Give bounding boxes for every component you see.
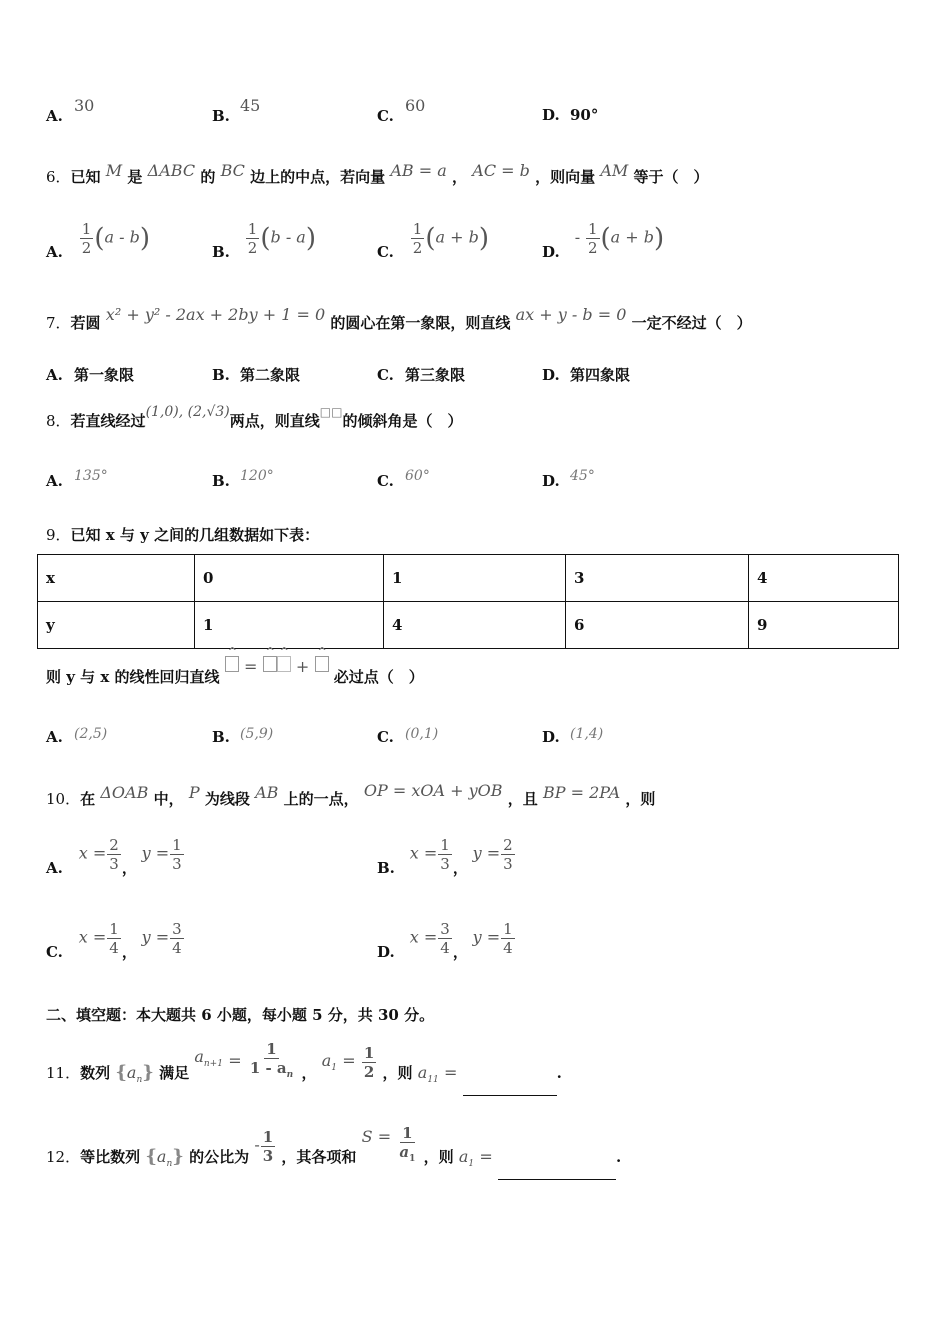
y-hat <box>225 656 239 672</box>
text: 等比数列 <box>80 1148 141 1166</box>
option-label: C. <box>377 728 394 746</box>
q5-option-c[interactable] <box>377 96 426 125</box>
option-label: B. <box>212 107 230 125</box>
denominator: 2 <box>587 239 598 257</box>
table-cell: 9 <box>749 602 899 649</box>
option-label: C. <box>377 242 394 261</box>
q8-option-b[interactable] <box>212 468 274 490</box>
equals: = <box>479 1147 493 1166</box>
table-cell: x <box>38 555 195 602</box>
numerator: 3 <box>440 920 450 938</box>
sequence-an: $\{a_n\}$ <box>145 1146 184 1169</box>
option-label: A. <box>46 472 63 490</box>
math: P <box>188 783 200 802</box>
text: ，其各项和 <box>281 1148 357 1166</box>
equals: = <box>244 657 258 676</box>
option-value: 120° <box>240 468 274 484</box>
plus: + <box>295 657 310 676</box>
q10-stem <box>46 781 656 809</box>
math: ΔOAB <box>100 783 149 802</box>
q10-option-c[interactable] <box>46 920 185 961</box>
question-number: 9． <box>46 526 71 544</box>
text: ， <box>452 168 468 186</box>
fraction <box>362 1044 376 1081</box>
text: 中， <box>153 790 184 808</box>
fraction <box>411 220 425 257</box>
math: a <box>458 1147 469 1166</box>
question-number: 7． <box>46 314 71 332</box>
table-row <box>38 602 899 649</box>
option-value: 90° <box>570 106 599 124</box>
text: 为线段 <box>204 790 250 808</box>
denominator: 3 <box>503 855 513 873</box>
text: 的圆心在第一象限，则直线 <box>330 314 511 332</box>
option-value: 60 <box>405 96 426 115</box>
numerator: 1 <box>266 1040 277 1058</box>
option-value: (5,9) <box>240 726 274 742</box>
table-cell: 4 <box>384 602 566 649</box>
denominator: 3 <box>262 1146 274 1165</box>
q9-option-c[interactable] <box>377 728 438 746</box>
q9-option-a[interactable] <box>46 728 107 746</box>
denominator: 4 <box>503 939 513 957</box>
x-equals: x = <box>78 927 107 947</box>
equals: = <box>444 1063 458 1082</box>
denominator <box>248 1059 295 1084</box>
numerator: 1 <box>81 220 92 238</box>
minus-sign: - <box>254 1135 260 1154</box>
text: 数列 <box>80 1064 111 1082</box>
math: M <box>105 161 123 180</box>
table-cell: 1 <box>384 555 566 602</box>
fraction <box>107 836 121 873</box>
comma: ， <box>121 858 137 877</box>
math: AM <box>600 161 629 180</box>
q7-option-a[interactable] <box>46 364 134 385</box>
q10-option-b[interactable] <box>377 836 516 877</box>
q9-option-b[interactable] <box>212 728 273 746</box>
math: OP = xOA + yOB <box>363 781 503 800</box>
text: 的 <box>200 168 216 186</box>
table-cell: 4 <box>749 555 899 602</box>
denominator: 3 <box>172 855 182 873</box>
equals: = <box>342 1051 356 1070</box>
option-label: D. <box>377 942 395 961</box>
option-label: D. <box>542 728 560 746</box>
q9-followup <box>46 657 424 687</box>
option-label: A. <box>46 858 63 877</box>
text: ，则向量 <box>535 168 596 186</box>
question-number: 8． <box>46 412 71 430</box>
option-label: B. <box>212 472 230 490</box>
denominator-text: 1 - a <box>249 1059 287 1077</box>
denominator: 2 <box>81 239 92 257</box>
math: a + b <box>610 227 655 247</box>
math: a <box>126 1063 137 1082</box>
denominator-text: a <box>399 1143 410 1161</box>
numerator: 1 <box>262 1127 274 1146</box>
q7-stem <box>46 305 752 333</box>
numerator: 1 <box>109 920 119 938</box>
math: ax + y - b = 0 <box>515 305 627 324</box>
question-number: 6． <box>46 168 71 186</box>
option-text: 第三象限 <box>405 366 466 384</box>
option-label: B. <box>212 728 230 746</box>
comma: ， <box>452 942 468 961</box>
fraction <box>438 920 452 957</box>
option-value: 30 <box>74 96 95 115</box>
option-label: D. <box>542 472 560 490</box>
subscript: n+1 <box>203 1059 223 1069</box>
b-hat <box>263 656 277 672</box>
text: 的倾斜角是（ ） <box>342 412 463 430</box>
math: a + b <box>435 227 479 247</box>
text: ，则 <box>625 790 656 808</box>
q7-option-d[interactable] <box>542 364 630 385</box>
text: 一定不经过（ ） <box>631 314 752 332</box>
math: x² + y² - 2ax + 2by + 1 = 0 <box>105 305 326 324</box>
q10-option-d[interactable] <box>377 920 516 961</box>
a-hat <box>315 656 329 672</box>
q7-option-b[interactable] <box>212 364 300 385</box>
text: 在 <box>80 790 96 808</box>
period: . <box>615 1148 622 1166</box>
comma: ， <box>452 858 468 877</box>
math: BC <box>220 161 245 180</box>
option-text: 第二象限 <box>240 366 301 384</box>
fraction <box>248 1040 295 1084</box>
text: ，且 <box>507 790 538 808</box>
text: ，则 <box>382 1064 413 1082</box>
option-label: B. <box>212 242 230 261</box>
q5-option-d[interactable] <box>542 106 598 124</box>
option-label: B. <box>377 858 395 877</box>
table-cell: 6 <box>566 602 749 649</box>
table-cell: 3 <box>566 555 749 602</box>
numerator: 1 <box>247 220 258 238</box>
subscript: 1 <box>409 1154 416 1164</box>
text: 若直线经过 <box>70 412 146 430</box>
math: AB <box>255 783 279 802</box>
q8-stem <box>46 404 463 431</box>
q10-option-a[interactable] <box>46 836 185 877</box>
q9-option-d[interactable] <box>542 728 603 746</box>
q6-option-d[interactable]: D. - $\frac{1}{2}$ (a + b) <box>542 220 665 261</box>
q5-option-b[interactable] <box>212 96 261 125</box>
option-value: 45° <box>570 468 595 484</box>
fraction <box>501 836 515 873</box>
text: 上的一点， <box>283 790 359 808</box>
denominator: 3 <box>109 855 119 873</box>
y-equals: y = <box>141 927 170 947</box>
q8-option-a[interactable] <box>46 468 108 490</box>
option-value: (2,5) <box>74 726 108 742</box>
numerator: 3 <box>172 920 182 938</box>
option-label: D. <box>542 242 560 261</box>
math: b - a <box>270 227 306 247</box>
option-label: A. <box>46 242 63 261</box>
text: 已知 <box>70 168 101 186</box>
denominator <box>397 1143 417 1168</box>
subscript: n <box>286 1070 294 1080</box>
option-label: D. <box>542 366 560 384</box>
denominator: 4 <box>172 939 182 957</box>
math: a <box>321 1051 332 1070</box>
denominator: 2 <box>363 1062 375 1081</box>
numerator: 1 <box>172 836 182 854</box>
option-text: 第四象限 <box>570 366 631 384</box>
math: S = <box>361 1127 392 1146</box>
y-equals: y = <box>472 843 501 863</box>
fraction <box>170 836 184 873</box>
x-var <box>277 656 291 672</box>
subscript: n <box>136 1075 143 1085</box>
comma: ， <box>121 942 137 961</box>
numerator: 1 <box>440 836 450 854</box>
text: 边上的中点，若向量 <box>250 168 386 186</box>
equals: = <box>228 1051 242 1070</box>
fraction <box>261 1128 275 1165</box>
numerator: 2 <box>109 836 119 854</box>
q8-option-c[interactable] <box>377 468 430 490</box>
math: a - b <box>104 227 140 247</box>
answer-blank[interactable] <box>498 1165 616 1180</box>
q9-stem <box>46 524 319 545</box>
q6-option-c[interactable]: C. $\frac{1}{2}$ (a + b) <box>377 220 489 261</box>
fraction <box>80 220 94 257</box>
fraction <box>246 220 260 257</box>
text: 等于（ ） <box>633 168 709 186</box>
period: . <box>556 1064 562 1082</box>
q6-option-a[interactable]: A. $\frac{1}{2}$ (a - b) <box>46 220 150 261</box>
math: a <box>194 1047 204 1066</box>
subscript: n <box>166 1159 173 1169</box>
subscript: 1 <box>331 1063 337 1073</box>
option-label: C. <box>377 366 394 384</box>
question-number: 12． <box>46 1148 81 1166</box>
option-label: C. <box>377 107 394 125</box>
text: ， <box>301 1064 317 1082</box>
text: 两点，则直线 <box>229 412 320 430</box>
text: 则 y 与 x 的线性回归直线 <box>46 668 220 686</box>
option-label: B. <box>212 366 230 384</box>
fraction <box>397 1124 417 1168</box>
answer-blank[interactable] <box>463 1081 557 1096</box>
text: 若圆 <box>70 314 101 332</box>
table-cell: y <box>38 602 195 649</box>
fraction <box>438 836 452 873</box>
x-equals: x = <box>409 927 438 947</box>
question-number: 11． <box>46 1064 81 1082</box>
question-number: 10． <box>46 790 81 808</box>
math: a <box>417 1063 428 1082</box>
numerator: 2 <box>503 836 513 854</box>
option-value: 60° <box>405 468 430 484</box>
placeholder-glyph: □□ <box>319 405 343 419</box>
q6-option-b[interactable]: B. $\frac{1}{2}$ (b - a) <box>212 220 316 261</box>
text: 必过点（ ） <box>333 668 424 686</box>
text: 满足 <box>159 1064 190 1082</box>
fraction <box>501 920 515 957</box>
y-equals: y = <box>141 843 170 863</box>
subscript: 11 <box>427 1075 439 1085</box>
fraction <box>107 920 121 957</box>
y-equals: y = <box>472 927 501 947</box>
option-value: 45 <box>240 96 261 115</box>
subscript: 1 <box>468 1159 475 1169</box>
q7-option-c[interactable] <box>377 364 465 385</box>
math: AB = a <box>390 161 447 180</box>
math: AC = b <box>472 161 530 180</box>
minus-sign: - <box>574 227 581 247</box>
option-label: A. <box>46 366 63 384</box>
text: 的公比为 <box>189 1148 250 1166</box>
option-label: C. <box>46 942 63 961</box>
text: ，则 <box>423 1148 454 1166</box>
option-label: C. <box>377 472 394 490</box>
math: (1,0), (2,√3) <box>145 404 230 420</box>
option-value: (1,4) <box>570 726 604 742</box>
denominator: 4 <box>440 939 450 957</box>
section-heading: 二、填空题：本大题共 6 小题，每小题 5 分，共 30 分。 <box>46 1006 435 1024</box>
table-cell: 1 <box>195 602 384 649</box>
denominator: 4 <box>109 939 119 957</box>
option-label: A. <box>46 728 63 746</box>
text: 是 <box>127 168 143 186</box>
math: a <box>156 1147 167 1166</box>
q6-stem <box>46 161 709 187</box>
regression-equation <box>225 658 329 676</box>
text: 已知 x 与 y 之间的几组数据如下表： <box>70 526 320 544</box>
option-label: A. <box>46 107 63 125</box>
option-value: 135° <box>74 468 108 484</box>
numerator: 1 <box>587 220 598 238</box>
q11-stem <box>46 1030 562 1085</box>
q12-stem <box>46 1112 622 1169</box>
q8-option-d[interactable] <box>542 468 595 490</box>
table-cell: 0 <box>195 555 384 602</box>
fraction <box>170 920 184 957</box>
data-table <box>37 554 899 649</box>
denominator: 3 <box>440 855 450 873</box>
numerator: 1 <box>363 1043 375 1062</box>
option-value: (0,1) <box>405 726 439 742</box>
x-equals: x = <box>409 843 438 863</box>
math: ΔABC <box>147 161 196 180</box>
sequence-an: $\{a_n\}$ <box>115 1062 154 1085</box>
table-row <box>38 555 899 602</box>
math: BP = 2PA <box>543 783 621 802</box>
denominator: 2 <box>247 239 258 257</box>
option-text: 第一象限 <box>74 366 135 384</box>
numerator: 1 <box>503 920 513 938</box>
option-label: D. <box>542 106 560 124</box>
numerator: 1 <box>412 220 423 238</box>
denominator: 2 <box>412 239 423 257</box>
numerator: 1 <box>402 1124 413 1142</box>
fraction <box>586 220 600 257</box>
x-equals: x = <box>78 843 107 863</box>
q5-option-a[interactable] <box>46 96 95 125</box>
